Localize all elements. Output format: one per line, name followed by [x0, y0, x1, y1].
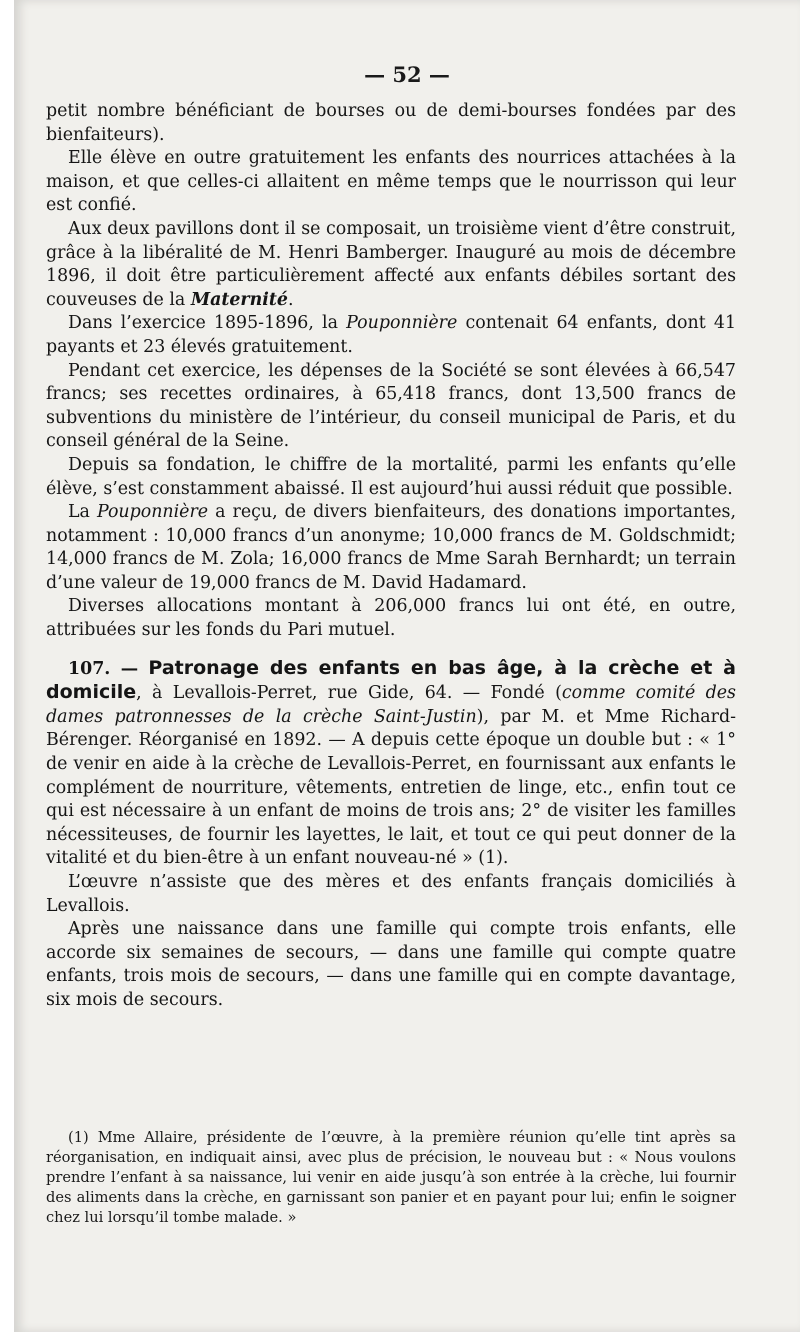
section-text-a: , à Levallois-Perret, rue Gide, 64. — Fondé ( — [136, 683, 562, 704]
paragraph-4 — [46, 312, 736, 359]
paragraph-5: Pendant cet exercice, les dépenses de la Société se sont élevées à 66,547 francs; ses recettes ordinaires, à 65,418 francs, dont 13,500 francs de subventions du ministère de l’intérieur, du conseil municipal de Paris, et du conseil général de la Seine. — [46, 360, 736, 452]
paragraph-2: Elle élève en outre gratuitement les enfants des nourrices attachées à la maison, et que celles-ci allaitent en même temps que le nourrisson qui leur est confié. — [46, 148, 736, 216]
paragraph-8: Diverses allocations montant à 206,000 francs lui ont été, en outre, attribuées sur les fonds du Pari mutuel. — [46, 596, 736, 641]
paragraph-9: L’œuvre n’assiste que des mères et des enfants français domiciliés à Levallois. — [46, 872, 736, 916]
paragraph-1: petit nombre bénéficiant de bourses ou de demi-bourses fondées par des bienfaiteurs). — [46, 101, 736, 145]
section-heading: Patronage des enfants en bas âge, à la crèche et à domicile — [46, 656, 736, 704]
paragraph-3-end: . — [287, 289, 294, 310]
paragraph-4-rest: contenait 64 enfants, dont 41 payants et 23 élevés gratuitement. — [46, 313, 737, 357]
book-page — [14, 0, 800, 1332]
paragraph-3 — [46, 218, 736, 312]
footnote — [46, 1128, 736, 1228]
paragraph-10: Après une naissance dans une famille qui compte trois enfants, elle accorde six semaines de secours, — dans une famille qui compte quatre enfants, trois mois de secours, — dans une famille qui en compte davantage, six mois de secours. — [46, 919, 736, 1010]
paragraph-4-text: Dans l’exercice 1895-1896, la — [68, 313, 347, 334]
section-text-b: ), par M. et Mme Richard-Bérenger. Réorganisé en 1892. — A depuis cette époque un double but : « 1° de venir en aide à la crèche de Levallois-Perret, en fournissant aux enfants le complément de nourriture, vêtements, entretien de linge, etc., enfin tout ce qui est nécessaire à un enfant de moins de trois ans; 2° de visiter les familles nécessiteuses, de fournir les layettes, le lait, et tout ce qui peut donner de la vitalité et du bien-être à un enfant nouveau-né » (1). — [46, 706, 736, 869]
section-italic: comme comité des dames patronnesses de la crèche Saint-Justin — [46, 683, 736, 727]
paragraph-6: Depuis sa fondation, le chiffre de la mortalité, parmi les enfants qu’elle élève, s’est constamment abaissé. Il est aujourd’hui aussi réduit que possible. — [46, 454, 736, 499]
paragraph-3-text: Aux deux pavillons dont il se composait, un troisième vient d’être construit, grâce à la libéralité de M. Henri Bamberger. Inauguré au mois de décembre 1896, il doit être particulièrement affecté aux enfants débiles sortant des couveuses de la — [46, 218, 736, 310]
footnote-text: (1) Mme Allaire, présidente de l’œuvre, à la première réunion qu’elle tint après sa réorganisation, en indiquait ainsi, avec plus de précision, le nouveau but : « Nous voulons prendre l’enfant à sa naissance, lui venir en aide jusqu’à son entrée à la crèche, lui fournir des aliments dans la crèche, en garnissant son panier et en payant pour lui; enfin le soigner chez lui lorsqu’il tombe malade. » — [46, 1129, 736, 1226]
pouponniere-title: Pouponnière — [346, 313, 458, 334]
paragraph-7-rest: a reçu, de divers bienfaiteurs, des donations importantes, notamment : 10,000 francs d’un anonyme; 10,000 francs de M. Goldschmidt; 14,000 francs de M. Zola; 16,000 francs de Mme Sarah Bernhardt; un terrain d’une valeur de 19,000 francs de M. David Hadamard. — [46, 502, 736, 593]
paragraph-7-text: La — [68, 502, 97, 523]
pouponniere-title-2: Pouponnière — [96, 502, 209, 523]
section-107 — [46, 657, 736, 871]
paragraph-7 — [46, 501, 736, 595]
body-text — [46, 100, 736, 1013]
maternite-emphasis: Maternité — [190, 289, 288, 310]
section-number: 107. — — [68, 658, 149, 679]
page-number: — 52 — — [364, 62, 450, 87]
